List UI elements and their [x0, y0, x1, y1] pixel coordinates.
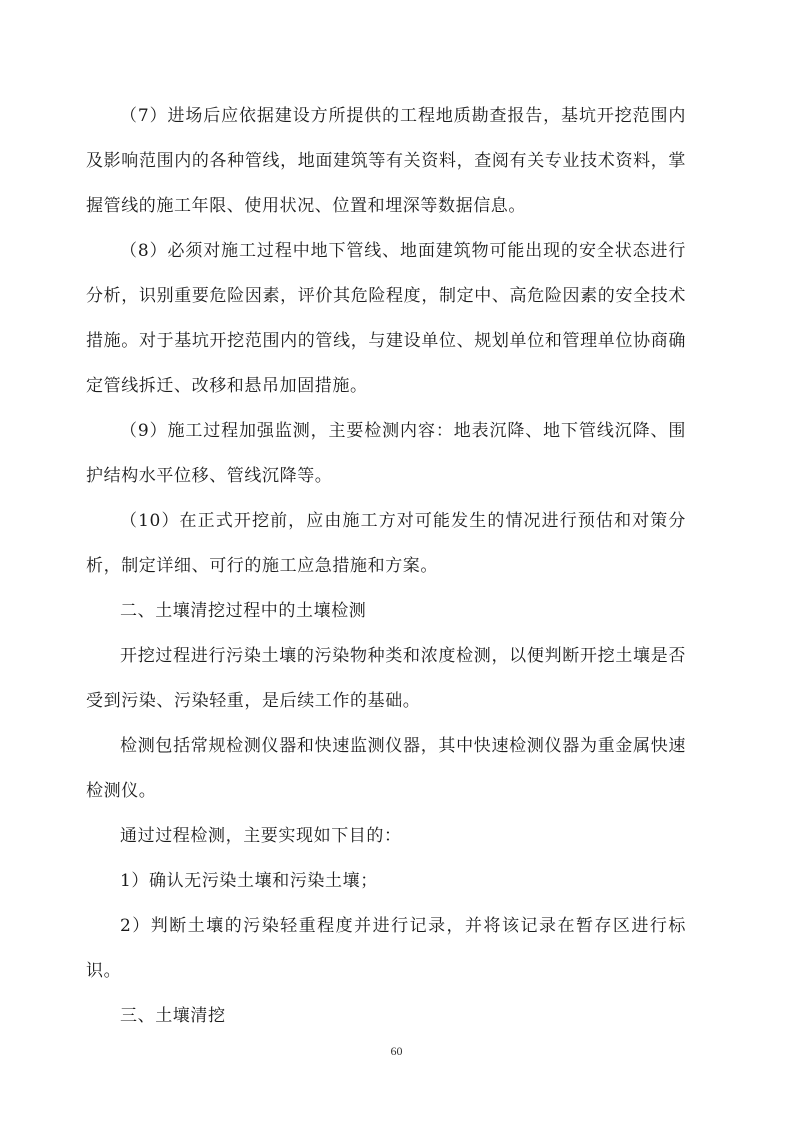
paragraph-objectives-intro: 通过过程检测，主要实现如下目的： — [120, 826, 402, 846]
paragraph-item-7: （7）进场后应依据建设方所提供的工程地质勘查报告，基坑开挖范围内及影响范围内的各种管线，地面建筑等有关资料，查阅有关专业技术资料，掌握管线的施工年限、使用状况、位置和埋深等数据信息。 — [86, 106, 686, 216]
section-heading-soil-testing: 二、土壤清挖过程中的土壤检测 — [120, 601, 367, 621]
list-item-objective-1: 1）确认无污染土壤和污染土壤； — [120, 871, 378, 891]
paragraph-excavation-testing: 开挖过程进行污染土壤的污染物种类和浓度检测，以便判断开挖土壤是否受到污染、污染轻重，是后续工作的基础。 — [86, 646, 686, 711]
page-number: 60 — [390, 1044, 403, 1058]
paragraph-item-10: （10）在正式开挖前，应由施工方对可能发生的情况进行预估和对策分析，制定详细、可行的施工应急措施和方案。 — [86, 511, 686, 576]
paragraph-item-9: （9）施工过程加强监测，主要检测内容：地表沉降、地下管线沉降、围护结构水平位移、管线沉降等。 — [86, 421, 686, 486]
section-heading-soil-excavation: 三、土壤清挖 — [120, 1006, 226, 1026]
list-item-objective-2: 2）判断土壤的污染轻重程度并进行记录，并将该记录在暂存区进行标识。 — [86, 916, 686, 981]
paragraph-item-8: （8）必须对施工过程中地下管线、地面建筑物可能出现的安全状态进行分析，识别重要危险因素，评价其危险程度，制定中、高危险因素的安全技术措施。对于基坑开挖范围内的管线，与建设单位、规划单位和管理单位协商确定管线拆迁、改移和悬吊加固措施。 — [86, 241, 686, 396]
paragraph-testing-instruments: 检测包括常规检测仪器和快速监测仪器，其中快速检测仪器为重金属快速检测仪。 — [86, 736, 686, 801]
